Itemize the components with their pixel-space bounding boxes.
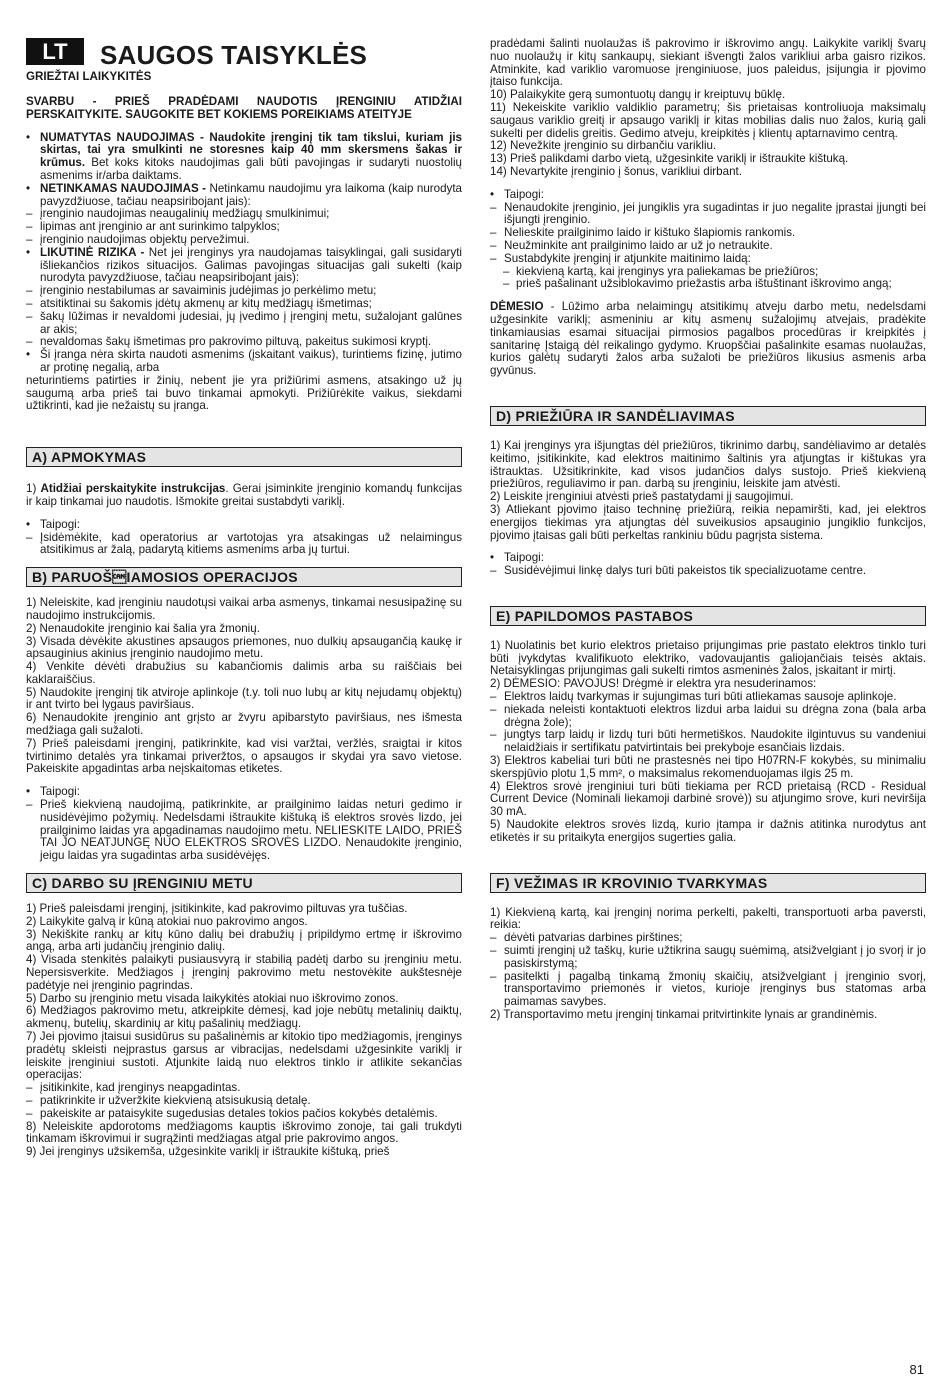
- section-d-dash-list: [490, 565, 926, 578]
- list-item: 10) Palaikykite gerą sumontuotų dangų ir kreiptuvų būklę.: [490, 88, 786, 102]
- list-item: 7) Jei pjovimo įtaisui susidūrus su pašalinėmis ar kitokio tipo medžiagomis, įrenginys pradėtų skleisti neįprastus garsus ar vibracijas, nedelsdami užgesinkite variklį ir leiskite įrenginiui sustoti. Atjunkite laidą nuo elektros tinklo ir atlikite sekančias operacijas:: [26, 1030, 462, 1082]
- list-item: 8) Neleiskite apdorotoms medžiagoms kauptis iškrovimo zonoje, tai gali trukdyti tinkamam iškrovimui ir sugrąžinti medžiagas atgal prie pakrovimo angos.: [26, 1119, 462, 1146]
- list-item: 5) Darbo su įrenginio metu visada laikykitės atokiai nuo iškrovimo zonos.: [26, 991, 399, 1005]
- right-column: [490, 38, 926, 1022]
- page-subtitle: GRIEŽTAI LAIKYKITĖS: [26, 70, 152, 83]
- list-item: – prieš pašalinant užsiblokavimo priežastis arba ištuštinant iškrovimo angą;: [503, 277, 892, 291]
- section-c-list: [26, 903, 462, 1082]
- list-item: – dėvėti patvarias darbines pirštines;: [490, 931, 683, 945]
- intro-warning: SVARBU - PRIEŠ PRADĖDAMI NAUDOTIS ĮRENGINIU ATIDŽIAI PERSKAITYKITE. SAUGOKITE BET KOKIEMS POREIKIAMS ATEITYJE: [26, 95, 462, 121]
- list-item: – patikrinkite ir užveržkite kiekvieną atsisukusią detalę.: [26, 1094, 311, 1107]
- children-bullet: • Ši įranga nėra skirta naudoti asmenims (įskaitant vaikus), turintiems fizinę, jutimo ar protinę negalią, arba: [26, 348, 462, 374]
- section-c-sub-list: [490, 266, 926, 292]
- list-item: 3) Nekiškite rankų ar kitų kūno dalių bei drabužių į pripildymo ertmę ir iškrovimo angą, arba arti judančių įrenginio dalių.: [26, 927, 462, 954]
- improper-use-list: [26, 208, 462, 246]
- section-f-title: F) VEŽIMAS IR KROVINIO TVARKYMAS: [490, 873, 926, 893]
- section-c-p9-continued: pradėdami šalinti nuolaužas iš pakrovimo ir iškrovimo angų. Laikykite variklį švarų nuo nuolaužų ir kitų sankaupų, siekiant išvengti žalos varikliui arba gaisro rizikos. Atminkite, kad variklio varomuose įrenginiuose, juos paleidus, įsijungia ir pjovimo įtaiso funkcija.: [490, 37, 926, 89]
- list-item: – įrenginio naudojimas neaugalinių medžiagų smulkinimui;: [26, 207, 330, 221]
- section-b-dash-list: [26, 799, 462, 863]
- language-badge: LT: [26, 38, 84, 65]
- list-item: 4) Elektros srovė įrenginiui turi būti tiekiama per RCD prietaisą (RCD - Residual Current Device (Nominali liekamoji darbinė srovė)) su atjungimo srove, kuri neviršija 30 mA.: [490, 779, 926, 819]
- list-item: 6) Medžiagos pakrovimo metu, atkreipkite dėmesį, kad joje nebūtų metalinių daiktų, akmenų, butelių, skardinių ar kitų pašalinių medžiagų.: [26, 1004, 462, 1031]
- intended-use-item: • NUMATYTAS NAUDOJIMAS - Naudokite įrenginį tik tam tikslui, kuriam jis skirtas, tai yra smulkinti ne storesnes kaip 40 mm skersmens šakas ir krūmus. Bet koks kitoks naudojimas gali būti pavojingas ir sudaryti nuostolių asmenims ir/arba daiktams.: [26, 130, 462, 182]
- section-a-also: • Taipogi:: [26, 517, 80, 531]
- section-e-title: E) PAPILDOMOS PASTABOS: [490, 606, 926, 626]
- list-item: – Sustabdykite įrenginį ir atjunkite maitinimo laidą:: [490, 251, 751, 265]
- list-item: – suimti įrenginį už taškų, kurie užtikrina saugų suėmimą, atsižvelgiant į jo svorį ir jo pasiskirstymą;: [490, 944, 926, 970]
- residual-risk-item: • LIKUTINĖ RIZIKA - Net jei įrenginys yra naudojamas taisyklingai, gali susidaryti išliekančios rizikos situacijos. Galimas pavojingas situacijas gali sukelti (kaip nurodyta pavyzdžiuose, tačiau neapsiribojant jais):: [26, 245, 462, 285]
- section-a-list: [26, 532, 462, 558]
- section-d-also: • Taipogi:: [490, 551, 544, 565]
- section-d-title: D) PRIEŽIŪRA IR SANDĖLIAVIMAS: [490, 406, 926, 426]
- list-item: – Elektros laidų tvarkymas ir sujungimas turi būti atliekamas sausoje aplinkoje.: [490, 690, 897, 704]
- section-f-dash-list: [490, 932, 926, 1009]
- list-item: 5) Naudokite įrenginį tik atviroje aplinkoje (t.y. toli nuo lubų ar kitų nejudamų objektų) ir ant tvirto bei lygaus paviršiaus.: [26, 685, 462, 712]
- list-item: – Susidėvėjimui linkę dalys turi būti pakeistos tik specializuotame centre.: [490, 564, 867, 578]
- attention-note: DĖMESIO - Lūžimo arba nelaimingų atsitikimų atveju darbo metu, nedelsdami užgesinkite variklį; asmeniniu ar kitų asmenų sužalojimų atvejais, pradėkite tinkamiausias esamai situacijai pirmosios pagalbos procedūras ir kreipkitės į sanitarinę Įstaigą dėl reikalingo gydymo. Kruopščiai pašalinkite esamas nuolaužas, kurios galėtų sudaryti žalos arba sužaloti be priežiūros likusius asmenis arba gyvūnus.: [490, 300, 926, 378]
- list-item: 2) DĖMESIO: PAVOJUS! Drėgmė ir elektra yra nesuderinamos:: [490, 677, 817, 691]
- section-a-title: A) APMOKYMAS: [26, 447, 462, 467]
- list-item: 6) Nenaudokite įrenginio ant grįsto ar žvyru apibarstyto paviršiaus, nes išmesta medžiaga gali sužaloti.: [26, 711, 462, 738]
- list-item: – Įsidėmėkite, kad operatorius ar vartotojas yra atsakingas už nelaimingus atsitikimus ar žalą, padarytą kitiems asmenims arba jų turtui.: [26, 530, 462, 557]
- list-item: 9) Jei įrenginys užsikemša, užgesinkite variklį ir ištraukite kištuką, prieš: [26, 1145, 390, 1159]
- list-item: – Neužminkite ant prailginimo laido ar už jo netraukite.: [490, 238, 773, 252]
- list-item: 2) Leiskite įrenginiui atvėsti prieš pastatydami jį saugojimui.: [490, 490, 794, 504]
- improper-use-item: • NETINKAMAS NAUDOJIMAS - Netinkamu naudojimu yra laikoma (kaip nurodyta pavyzdžiuose, tačiau neapsiribojant jais):: [26, 181, 462, 208]
- list-item: – Nenaudokite įrenginio, jei jungiklis yra sugadintas ir juo negalite įprastai įjungti bei išjungti įrenginio.: [490, 200, 926, 227]
- list-item: 14) Nevartykite įrenginio į šonus, varikliui dirbant.: [490, 164, 742, 178]
- section-f-list-2: [490, 1009, 926, 1022]
- list-item: 3) Atliekant pjovimo įtaiso techninę priežiūrą, reikia nepamiršti, kad, jei elektros energijos tiekimas yra atjungtas dėl suveikusios apsauginio jungiklio funkcijos, pjovimo įtaisas gali būti perkeltas rankiniu būdu pagrįsta sistema.: [490, 502, 926, 542]
- list-item: – įrenginio nestabilumas ar savaiminis judėjimas jo perkėlimo metu;: [26, 284, 377, 298]
- list-item: 1) Nuolatinis bet kurio elektros prietaiso prijungimas prie pastato elektros tinklo turi būti įvykdytas kvalifikuoto elektriko, vadovaujantis galiojančiais teisės aktais. Netaisyklingas prijungimas gali sukelti rimtos asmeninės žalos, įskaitant ir mirtį.: [490, 638, 926, 678]
- list-item: 2) Nenaudokite įrenginio kai šalia yra žmonių.: [26, 621, 260, 635]
- list-item: – lipimas ant įrenginio ar ant surinkimo talpyklos;: [26, 220, 280, 234]
- section-c-title: C) DARBO SU ĮRENGINIU METU: [26, 873, 462, 893]
- children-text: neturintiems patirties ir žinių, nebent jie yra prižiūrimi asmens, atsakingo už jų saugumą arba prieš tai buvo tinkamai apmokyti. Prižiūrėkite vaikus, siekdami užtikrinti, kad jie nežaistų su įranga.: [26, 373, 462, 413]
- list-item: 2) Transportavimo metu įrenginį tinkamai pritvirtinkite lynais ar grandinėmis.: [490, 1008, 878, 1022]
- list-item: – šakų lūžimas ir nevaldomi judesiai, jų įvedimo į įrenginį metu, sužalojant galūnes ar akis;: [26, 309, 462, 336]
- list-item: 1) Neleiskite, kad įrenginiu naudotųsi vaikai arba asmenys, tinkamai nesusipažinę su naudojimo instrukcijomis.: [26, 596, 462, 622]
- list-item: – Nelieskite prailginimo laido ir kištuko šlapiomis rankomis.: [490, 226, 796, 240]
- list-item: 11) Nekeiskite variklio valdiklio parametrų; šis prietaisas kontroliuoja maksimalų saugaus variklio greitį ir apsaugo variklį ir kitas mobilias dalis nuo žalos, kurią gali sukelti per didelis greitis. Gedimo atveju, kreipkitės į klientų aptarnavimo centrą.: [490, 100, 926, 140]
- list-item: – pakeiskite ar pataisykite sugedusias detales tokios pačios kokybės detalėmis.: [26, 1106, 438, 1120]
- section-c-also: • Taipogi:: [490, 187, 544, 201]
- section-b-list: [26, 597, 462, 776]
- list-item: – nevaldomas šakų išmetimas pro pakrovimo piltuvą, pakeitus sukimosi kryptį.: [26, 335, 432, 349]
- list-item: 7) Prieš paleisdami įrenginį, patikrinkite, kad visi varžtai, veržlės, sraigtai ir kitos tvirtinimo detalės yra tinkamai priveržtos, o apsaugos ir skydai yra savo vietose. Pakeiskite apgadintas arba neįskaitomas etiketes.: [26, 736, 462, 776]
- section-e-list: [490, 640, 926, 691]
- section-a-p1: 1) Atidžiai perskaitykite instrukcijas. Gerai įsiminkite įrenginio komandų funkcijas ir kaip tinkamai juo naudotis. Išmokite greitai sustabdyti variklį.: [26, 482, 462, 508]
- list-item: 13) Prieš palikdami darbo vietą, užgesinkite variklį ir ištraukite kištuką.: [490, 152, 849, 166]
- list-item: 1) Kiekvieną kartą, kai įrenginį norima perkelti, pakelti, transportuoti arba paversti, reikia:: [490, 905, 926, 932]
- section-c-continued-dash-list: [490, 202, 926, 266]
- list-item: 5) Naudokite elektros srovės lizdą, kurio įtampa ir dažnis atitinka nurodytus ant etiketės ir su pritaikyta energijos sugerties galia.: [490, 818, 926, 844]
- list-item: 4) Venkite dėvėti drabužius su kabančiomis dalimis arba su raiščiais bei kaklaraiščius.: [26, 660, 462, 686]
- residual-risk-list: [26, 285, 462, 349]
- section-f-list: [490, 907, 926, 933]
- list-item: 1) Prieš paleisdami įrenginį, įsitikinkite, kad pakrovimo piltuvas yra tuščias.: [26, 902, 408, 916]
- list-item: – jungtys tarp laidų ir lizdų turi būti hermetiškos. Naudokite ilgintuvus su vandeniui nelaidžiais ir sertifikatu patvirtintais bei prekyboje esančiais lizdais.: [490, 728, 926, 755]
- section-d-list: [490, 440, 926, 542]
- section-c-continued-list: [490, 89, 926, 179]
- section-c-dash-list: [26, 1082, 462, 1120]
- page-title: SAUGOS TAISYKLĖS: [100, 40, 368, 70]
- section-e-dash-list: [490, 691, 926, 755]
- list-item: 3) Elektros kabeliai turi būti ne prastesnės nei tipo H07RN-F kokybės, su minimaliu skerspjūvio plotu 1,5 mm², o maksimalus rekomenduojamas ilgis 25 m.: [490, 754, 926, 780]
- section-c-list-2: [26, 1121, 462, 1159]
- list-item: – atsitiktinai su šakomis įdėtų akmenų ar kitų medžiagų išmetimas;: [26, 296, 372, 310]
- list-item: – įsitikinkite, kad įrenginys neapgadintas.: [26, 1081, 241, 1095]
- left-column: [26, 96, 462, 1159]
- list-item: 4) Visada stenkitės palaikyti pusiausvyrą ir stabilią padėtį darbo su įrenginiu metu. Nepersisverkite. Medžiagos į įrenginį pakrovimo metu nestovėkite aukštesnėje padėtyje nei įrenginio pagrindas.: [26, 953, 462, 992]
- list-item: 1) Kai įrenginys yra išjungtas dėl priežiūros, tikrinimo darbų, sandėliavimo ar detalės keitimo, įsitikinkite, kad elektros maitinimo šaltinis yra atjungtas ir kištukas yra ištrauktas. Užsitikrinkite, kad visos judančios dalys sustojo. Prieš kiekvieną priežiūros, reguliavimo ir pan. darbą su įrenginiu, leiskite jam atvėsti.: [490, 438, 926, 491]
- list-item: 12) Nevežkite įrenginio su dirbančiu varikliu.: [490, 139, 717, 153]
- list-item: – pasitelkti į pagalbą tinkamą žmonių skaičių, atsižvelgiant į įrenginio svorį, transportavimo priemonės ir vietos, kurioje įrenginys bus statomas arba paimamas savybes.: [490, 969, 926, 1009]
- list-item: – Prieš kiekvieną naudojimą, patikrinkite, ar prailginimo laidas neturi gedimo ir nusidėvėjimo požymių. Nedelsdami ištraukite kištuką iš elektros srovės lizdo, jei prailginimo laidas yra apgadinamas naudojimo metu. NELIESKITE LAIDO, PRIEŠ TAI JO NEATJUNGĘ NUO ELEKTROS SROVĖS LIZDO. Nenaudokite įrenginio, jeigu laidas yra sugadintas arba susidėvėjęs.: [26, 798, 462, 863]
- list-item: – įrenginio naudojimas objektų pervežimui.: [26, 232, 250, 246]
- page-number: 81: [909, 1362, 924, 1377]
- section-b-title: B) PARUOŠIAMOSIOS OPERACIJOS: [26, 567, 462, 587]
- section-b-also: • Taipogi:: [26, 785, 80, 799]
- list-item: – kiekvieną kartą, kai įrenginys yra paliekamas be priežiūros;: [503, 264, 819, 278]
- list-item: – niekada neleisti kontaktuoti elektros lizdui arba laidui su drėgna zona (bala arba drėgna žole);: [490, 702, 926, 729]
- list-item: 2) Laikykite galvą ir kūną atokiai nuo pakrovimo angos.: [26, 914, 308, 928]
- list-item: 3) Visada dėvėkite akustines apsaugos priemones, nuo dulkių apsaugančią kaukę ir apsauginius akinius įrenginio naudojimo metu.: [26, 634, 462, 661]
- section-e-list-2: [490, 755, 926, 845]
